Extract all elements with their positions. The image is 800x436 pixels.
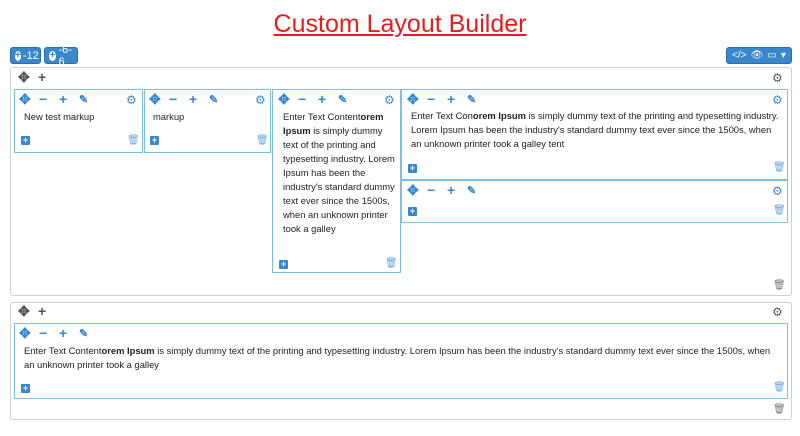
column-text: markup <box>153 111 185 122</box>
row-settings-gear-icon[interactable]: ⚙ <box>772 305 783 319</box>
delete-trash-icon[interactable]: 🗑 <box>256 135 269 146</box>
column-settings-gear-icon[interactable]: ⚙ <box>126 93 137 107</box>
move-icon[interactable]: ✥ <box>19 325 31 341</box>
plus-circle-icon: + <box>49 49 56 61</box>
add-content-icon[interactable]: + <box>409 163 416 173</box>
delete-trash-icon[interactable]: 🗑 <box>385 258 398 269</box>
add-content-icon[interactable]: + <box>151 135 158 145</box>
minus-icon[interactable]: − <box>39 91 48 107</box>
minus-icon[interactable]: − <box>427 182 436 198</box>
delete-trash-icon[interactable]: 🗑 <box>127 135 140 146</box>
add-content-icon[interactable]: + <box>22 135 29 145</box>
plus-icon[interactable]: + <box>447 91 456 107</box>
code-icon[interactable]: </> <box>732 50 747 61</box>
add-column-icon[interactable]: + <box>38 69 47 85</box>
plus-icon[interactable]: + <box>189 91 198 107</box>
add-row-6-6-button[interactable] <box>44 43 78 68</box>
move-icon[interactable]: ✥ <box>149 91 161 107</box>
eye-icon[interactable]: 👁 <box>750 50 764 61</box>
plus-icon[interactable]: + <box>318 91 327 107</box>
move-icon[interactable]: ✥ <box>18 69 30 85</box>
plus-icon[interactable]: + <box>59 325 68 341</box>
row-settings-gear-icon[interactable]: ⚙ <box>772 71 783 85</box>
minus-icon[interactable]: − <box>298 91 307 107</box>
column-text: Enter Text Contentorem Ipsum is simply dummy text of the printing and typesetting industry. Lorem Ipsum has been the industry's standard dummy text ever since the 1500s, when an unknown printer took a galley <box>24 345 771 370</box>
column-settings-gear-icon[interactable]: ⚙ <box>772 184 783 198</box>
layout-column <box>401 180 788 223</box>
monitor-icon[interactable]: ▭ <box>767 50 777 61</box>
edit-icon[interactable]: ✎ <box>338 94 348 106</box>
column-settings-gear-icon[interactable]: ⚙ <box>255 93 266 107</box>
minus-icon[interactable]: − <box>169 91 178 107</box>
plus-circle-icon: + <box>15 49 21 61</box>
edit-icon[interactable]: ✎ <box>79 328 89 340</box>
add-content-icon[interactable]: + <box>409 206 416 216</box>
column-text: Enter Text Conorem Ipsum is simply dummy text of the printing and typesetting industry. Lorem Ipsum has been the industry's standard dummy text ever since the 1500s, when an unknown printer took a galley tent <box>411 110 779 149</box>
move-icon[interactable]: ✥ <box>407 182 419 198</box>
add-content-icon[interactable]: + <box>22 383 29 393</box>
view-controls <box>726 47 792 64</box>
move-icon[interactable]: ✥ <box>407 91 419 107</box>
delete-trash-icon[interactable]: 🗑 <box>773 382 786 393</box>
column-text: Enter Text Contentorem Ipsum is simply dummy text of the printing and typesetting industry. Lorem Ipsum has been the industry's standard dummy text ever since the 1500s, when an unknown printer took a galley <box>283 111 395 234</box>
move-icon[interactable]: ✥ <box>278 91 290 107</box>
move-icon[interactable]: ✥ <box>19 91 31 107</box>
edit-icon[interactable]: ✎ <box>467 185 477 197</box>
edit-icon[interactable]: ✎ <box>209 94 219 106</box>
minus-icon[interactable]: − <box>39 325 48 341</box>
edit-icon[interactable]: ✎ <box>467 94 477 106</box>
move-icon[interactable]: ✥ <box>18 303 30 319</box>
row-delete-trash-icon[interactable]: 🗑 <box>773 404 786 415</box>
row-delete-trash-icon[interactable]: 🗑 <box>773 280 786 291</box>
caret-down-icon[interactable]: ▾ <box>780 50 786 61</box>
column-settings-gear-icon[interactable]: ⚙ <box>772 93 783 107</box>
plus-icon[interactable]: + <box>447 182 456 198</box>
add-column-icon[interactable]: + <box>38 303 47 319</box>
column-text: New test markup <box>24 111 95 122</box>
page-title: Custom Layout Builder <box>273 10 527 38</box>
edit-icon[interactable]: ✎ <box>79 94 89 106</box>
add-row-12-label: -12 <box>22 49 39 62</box>
plus-icon[interactable]: + <box>59 91 68 107</box>
add-row-6-6-label: -6-6 <box>58 43 72 68</box>
delete-trash-icon[interactable]: 🗑 <box>773 205 786 216</box>
add-content-icon[interactable]: + <box>280 259 287 269</box>
column-settings-gear-icon[interactable]: ⚙ <box>384 93 395 107</box>
minus-icon[interactable]: − <box>427 91 436 107</box>
delete-trash-icon[interactable]: 🗑 <box>773 162 786 173</box>
add-row-12-button[interactable] <box>10 47 41 64</box>
